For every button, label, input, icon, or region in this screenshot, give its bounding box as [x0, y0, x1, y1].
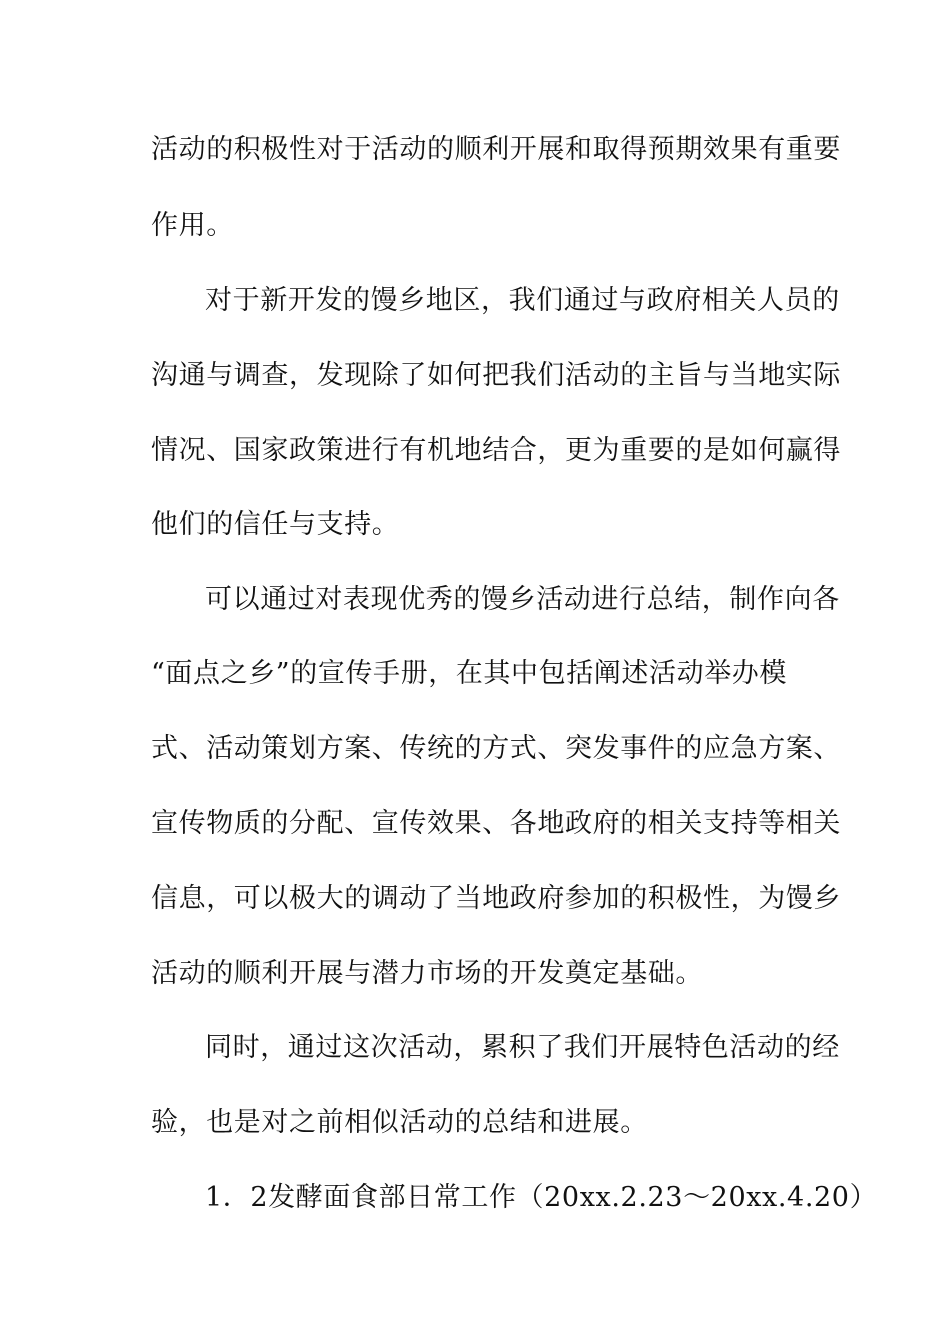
section-heading: 1．2发酵面食部日常工作（20xx.2.23～20xx.4.20）: [205, 1182, 878, 1213]
body-text-line: “面点之乡”的宣传手册，在其中包括阐述活动举办模: [151, 658, 788, 689]
body-text-line: 活动的顺利开展与潜力市场的开发奠定基础。: [151, 958, 703, 989]
body-text-line: 作用。: [151, 210, 234, 241]
body-text-line: 验，也是对之前相似活动的总结和进展。: [151, 1107, 648, 1138]
paragraph-first-line: 可以通过对表现优秀的馒乡活动进行总结，制作向各: [205, 584, 840, 615]
body-text-line: 情况、国家政策进行有机地结合，更为重要的是如何赢得: [151, 435, 841, 466]
body-text-line: 信息，可以极大的调动了当地政府参加的积极性，为馒乡: [151, 883, 841, 914]
body-text-line: 他们的信任与支持。: [151, 509, 400, 540]
paragraph-first-line: 同时，通过这次活动，累积了我们开展特色活动的经: [205, 1032, 840, 1063]
body-text-line: 式、活动策划方案、传统的方式、突发事件的应急方案、: [151, 733, 841, 764]
body-text-line: 宣传物质的分配、宣传效果、各地政府的相关支持等相关: [151, 808, 841, 839]
paragraph-first-line: 对于新开发的馒乡地区，我们通过与政府相关人员的: [205, 285, 840, 316]
body-text-line: 活动的积极性对于活动的顺利开展和取得预期效果有重要: [151, 134, 841, 165]
body-text-line: 沟通与调查，发现除了如何把我们活动的主旨与当地实际: [151, 360, 841, 391]
